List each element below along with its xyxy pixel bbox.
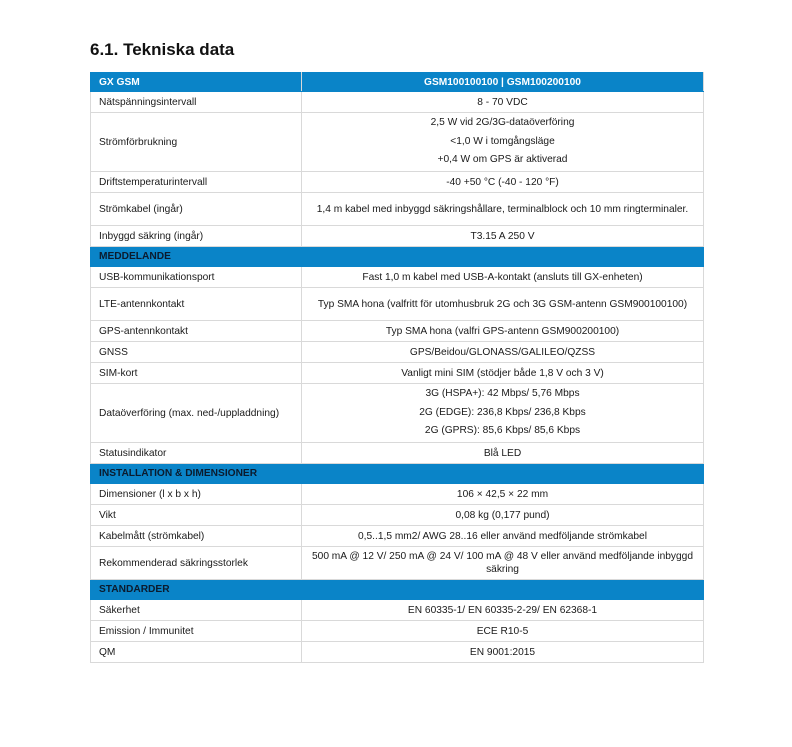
table-row [91, 288, 704, 321]
row-value: T3.15 A 250 V [302, 226, 704, 247]
row-label: GNSS [91, 342, 302, 363]
section-title: MEDDELANDE [91, 247, 704, 267]
row-value: GPS/Beidou/GLONASS/GALILEO/QZSS [302, 342, 704, 363]
row-value [302, 113, 704, 172]
row-label: Dimensioner (l x b x h) [91, 484, 302, 505]
row-label: GPS-antennkontakt [91, 321, 302, 342]
row-value: 8 - 70 VDC [302, 92, 704, 113]
row-value: Fast 1,0 m kabel med USB-A-kontakt (ansluts till GX-enheten) [302, 267, 704, 288]
row-label: Dataöverföring (max. ned-/uppladdning) [91, 384, 302, 443]
row-label: Strömkabel (ingår) [91, 193, 302, 226]
table-row [91, 113, 704, 172]
value-line: 2,5 W vid 2G/3G-dataöverföring [430, 117, 575, 129]
row-label: USB-kommunikationsport [91, 267, 302, 288]
table-row [91, 172, 704, 193]
table-row [91, 600, 704, 621]
section-header-meddelande [91, 247, 704, 267]
row-value [302, 384, 704, 443]
value-line: 3G (HSPA+): 42 Mbps/ 5,76 Mbps [425, 388, 580, 400]
table-header-row [91, 73, 704, 92]
table-row [91, 226, 704, 247]
table-row [91, 321, 704, 342]
row-value: 106 × 42,5 × 22 mm [302, 484, 704, 505]
value-line: +0,4 W om GPS är aktiverad [437, 154, 568, 166]
row-value: Blå LED [302, 443, 704, 464]
row-value: EN 9001:2015 [302, 642, 704, 663]
row-value: -40 +50 °C (-40 - 120 °F) [302, 172, 704, 193]
row-label: Driftstemperaturintervall [91, 172, 302, 193]
page-title: 6.1. Tekniska data [90, 40, 235, 59]
row-value: EN 60335-1/ EN 60335-2-29/ EN 62368-1 [302, 600, 704, 621]
row-value: Vanligt mini SIM (stödjer både 1,8 V och 3 V) [302, 363, 704, 384]
section-header-standarder [91, 580, 704, 600]
row-label: SIM-kort [91, 363, 302, 384]
section-header-installation [91, 464, 704, 484]
section-title: INSTALLATION & DIMENSIONER [91, 464, 704, 484]
row-value: 0,5..1,5 mm2/ AWG 28..16 eller använd medföljande strömkabel [302, 526, 704, 547]
row-label: Rekommenderad säkringsstorlek [91, 547, 302, 580]
table-row [91, 621, 704, 642]
row-label: Vikt [91, 505, 302, 526]
section-title: STANDARDER [91, 580, 704, 600]
row-label: Strömförbrukning [91, 113, 302, 172]
table-row [91, 443, 704, 464]
table-row [91, 267, 704, 288]
row-value: Typ SMA hona (valfritt för utomhusbruk 2G och 3G GSM-antenn GSM900100100) [302, 288, 704, 321]
spec-table [90, 72, 704, 663]
table-row [91, 193, 704, 226]
row-label: QM [91, 642, 302, 663]
table-row [91, 547, 704, 580]
header-value: GSM100100100 | GSM100200100 [302, 73, 704, 92]
row-label: LTE-antennkontakt [91, 288, 302, 321]
row-label: Nätspänningsintervall [91, 92, 302, 113]
row-label: Statusindikator [91, 443, 302, 464]
table-row [91, 342, 704, 363]
row-label: Säkerhet [91, 600, 302, 621]
row-label: Kabelmått (strömkabel) [91, 526, 302, 547]
row-value: 0,08 kg (0,177 pund) [302, 505, 704, 526]
row-value: ECE R10-5 [302, 621, 704, 642]
row-value: 500 mA @ 12 V/ 250 mA @ 24 V/ 100 mA @ 48 V eller använd medföljande inbyggd säkring [302, 547, 704, 580]
table-row [91, 526, 704, 547]
row-value: 1,4 m kabel med inbyggd säkringshållare, terminalblock och 10 mm ringterminaler. [302, 193, 704, 226]
table-row [91, 642, 704, 663]
table-row [91, 363, 704, 384]
value-line: 2G (GPRS): 85,6 Kbps/ 85,6 Kbps [424, 425, 581, 437]
table-row [91, 484, 704, 505]
value-line: <1,0 W i tomgångsläge [450, 135, 555, 147]
row-value: Typ SMA hona (valfri GPS-antenn GSM900200100) [302, 321, 704, 342]
table-row [91, 92, 704, 113]
row-label: Emission / Immunitet [91, 621, 302, 642]
table-row [91, 384, 704, 443]
header-label: GX GSM [91, 73, 302, 92]
value-line: 2G (EDGE): 236,8 Kbps/ 236,8 Kbps [419, 406, 586, 418]
table-row [91, 505, 704, 526]
row-label: Inbyggd säkring (ingår) [91, 226, 302, 247]
